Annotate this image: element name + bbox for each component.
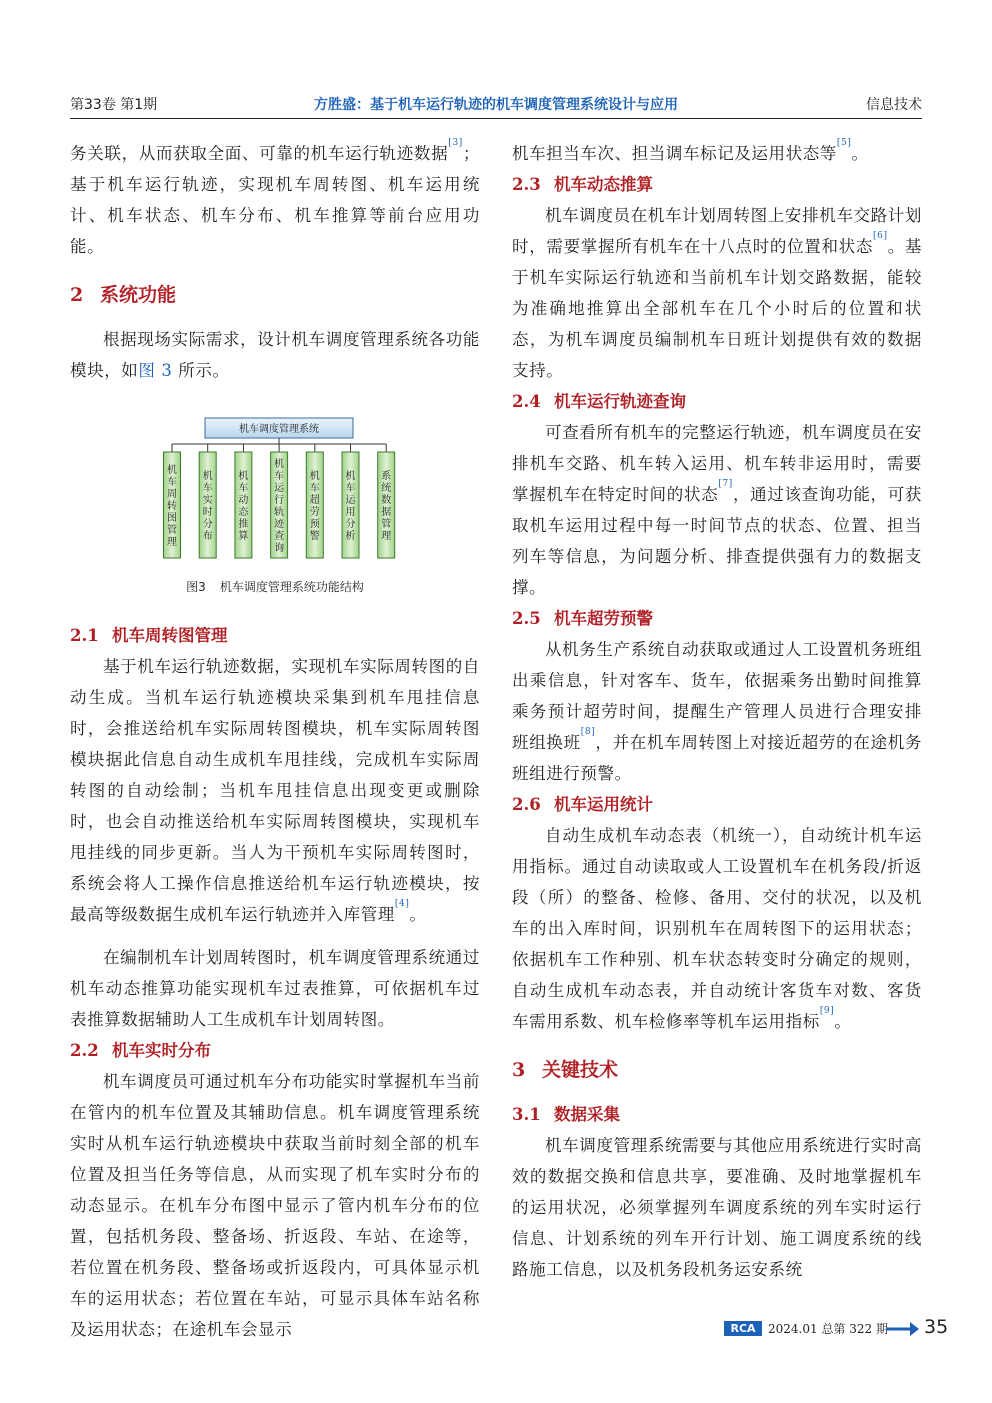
module-node-label-char: 机	[309, 471, 320, 482]
volume-issue: 第33卷 第1期	[70, 97, 158, 113]
module-node-label-char: 图	[167, 513, 177, 524]
module-node-label-char: 机	[202, 471, 213, 482]
module-node-label-char: 预	[309, 519, 320, 530]
right-column	[512, 138, 922, 1285]
function-structure-diagram	[70, 392, 480, 572]
module-node-label-char: 车	[345, 483, 356, 494]
citation[interactable]: [8]	[580, 727, 596, 737]
left-column	[70, 138, 480, 1345]
subsection-heading-3-1: 3.1 数据采集	[512, 1105, 620, 1124]
module-node-label-char: 询	[274, 543, 285, 554]
paragraph: 自动生成机车动态表（机统一），自动统计机车运用指标。通过自动读取或人工设置机车在机务段/折返段（所）的整备、检修、备用、交付的状况，以及机车的出入库时间，识别机车在周转图下的运用状态；依据机车工作种别、机车状态转变时分确定的规则，自动生成机车动态表，并自动统计客货车对数、客货车需用系数、机车检修率等机车运用指标[9]。	[512, 826, 922, 1031]
module-node-label-char: 布	[202, 531, 213, 542]
subsection-heading-2-4: 2.4 机车运行轨迹查询	[512, 392, 686, 411]
subsection-heading-2-5: 2.5 机车超劳预警	[512, 609, 653, 628]
module-node-label-char: 理	[381, 531, 392, 542]
module-node-label-char: 车	[274, 471, 285, 482]
module-node-label-char: 算	[238, 531, 249, 542]
module-node-label-char: 理	[167, 537, 177, 548]
page-number: 35	[924, 1316, 949, 1338]
module-node-label-char: 推	[238, 519, 249, 530]
running-header	[70, 92, 922, 118]
root-node-label: 机车调度管理系统	[239, 424, 319, 435]
module-node-label-char: 数	[381, 495, 392, 506]
module-node-label-char: 运	[345, 495, 356, 506]
module-node-label-char: 车	[202, 483, 213, 494]
module-node-label-char: 机	[345, 471, 356, 482]
module-node-label-char: 分	[202, 519, 213, 530]
module-node-label-char: 机	[238, 471, 249, 482]
module-node-label-char: 警	[309, 531, 320, 542]
subsection-heading-2-3: 2.3 机车动态推算	[512, 175, 653, 194]
module-node-label-char: 时	[202, 507, 213, 518]
figure-link[interactable]: 图 3	[138, 361, 173, 380]
module-node-label-char: 轨	[274, 507, 285, 518]
citation[interactable]: [6]	[873, 231, 888, 241]
module-node-label-char: 车	[167, 477, 177, 488]
module-node-label-char: 车	[309, 483, 320, 494]
issue-info: 2024.01 总第 322 期	[768, 1322, 888, 1336]
journal-badge: RCA	[724, 1321, 762, 1336]
module-node-label-char: 动	[238, 495, 249, 506]
paragraph: 从机务生产系统自动获取或通过人工设置机务班组出乘信息，针对客车、货车，依据乘务出勤时间推算乘务预计超劳时间，提醒生产管理人员进行合理安排班组换班[8]，并在机车周转图上对接近超劳的在途机务班组进行预警。	[512, 640, 922, 783]
paragraph: 在编制机车计划周转图时，机车调度管理系统通过机车动态推算功能实现机车过表推算，可依据机车过表推算数据辅助人工生成机车计划周转图。	[70, 948, 480, 1029]
module-node-label-char: 用	[345, 507, 356, 518]
module-node-label-char: 行	[274, 495, 285, 506]
module-node-label-char: 机	[167, 465, 177, 476]
module-node-label-char: 统	[381, 483, 392, 494]
module-node-label-char: 管	[381, 519, 392, 530]
figure-3	[70, 392, 480, 620]
module-node-label-char: 运	[274, 483, 285, 494]
module-node-label-char: 迹	[274, 519, 285, 530]
subsection-heading-2-6: 2.6 机车运用统计	[512, 795, 653, 814]
module-node-label-char: 查	[274, 531, 285, 542]
section-heading-2: 2 系统功能	[70, 284, 177, 306]
module-node-label-char: 据	[381, 507, 392, 518]
journal-section: 信息技术	[866, 97, 922, 113]
module-node-label-char: 分	[345, 519, 356, 530]
module-node-label-char: 超	[309, 495, 320, 506]
paragraph: 机车调度管理系统需要与其他应用系统进行实时高效的数据交换和信息共享，要准确、及时地掌握机车的运用状况，必须掌握列车调度系统的列车实时运行信息、计划系统的列车开行计划、施工调度系统的线路施工信息，以及机务段机务运安系统	[512, 1136, 922, 1279]
section-heading-3: 3 关键技术	[512, 1059, 619, 1081]
paragraph: 基于机车运行轨迹数据，实现机车实际周转图的自动生成。当机车运行轨迹模块采集到机车甩挂信息时，会推送给机车实际周转图模块，机车实际周转图模块据此信息自动生成机车甩挂线，完成机车实际周转图的自动绘制；当机车甩挂信息出现变更或删除时，也会自动推送给机车实际周转图模块，实现机车甩挂线的同步更新。当人为干预机车实际周转图时，系统会将人工操作信息推送给机车运行轨迹模块，按最高等级数据生成机车运行轨迹并入库管理[4]。	[70, 657, 480, 924]
paragraph: 务关联，从而获取全面、可靠的机车运行轨迹数据[3]；基于机车运行轨迹，实现机车周转图、机车运用统计、机车状态、机车分布、机车推算等前台应用功能。	[70, 138, 480, 256]
module-node-label-char: 管	[167, 525, 177, 536]
paragraph: 机车调度员在机车计划周转图上安排机车交路计划时，需要掌握所有机车在十八点时的位置和状态[6]。基于机车实际运行轨迹和当前机车计划交路数据，能较为准确地推算出全部机车在几个小时后的位置和状态，为机车调度员编制机车日班计划提供有效的数据支持。	[512, 206, 922, 380]
figure-caption: 图3 机车调度管理系统功能结构	[186, 580, 364, 594]
citation[interactable]: [5]	[836, 138, 852, 148]
citation[interactable]: [3]	[448, 138, 463, 148]
module-node-label-char: 实	[202, 495, 213, 506]
citation[interactable]: [7]	[718, 479, 733, 489]
module-nodes	[164, 444, 395, 558]
citation[interactable]: [9]	[819, 1006, 835, 1016]
paragraph: 可查看所有机车的完整运行轨迹，机车调度员在安排机车交路、机车转入运用、机车转非运用时，需要掌握机车在特定时间的状态[7]，通过该查询功能，可获取机车运用过程中每一时间节点的状态、位置、担当列车等信息，为问题分析、排查提供强有力的数据支撑。	[512, 423, 922, 597]
module-node-label-char: 系	[381, 471, 392, 482]
paragraph: 根据现场实际需求，设计机车调度管理系统各功能模块，如图 3 所示。	[70, 330, 480, 380]
article-running-title: 方胜盛：基于机车运行轨迹的机车调度管理系统设计与应用	[314, 97, 678, 113]
module-node-label-char: 析	[345, 531, 356, 542]
module-node-label-char: 转	[167, 501, 177, 512]
module-node-label-char: 车	[238, 483, 249, 494]
paragraph: 机车担当车次、担当调车标记及运用状态等[5]。	[512, 138, 869, 163]
citation[interactable]: [4]	[394, 899, 410, 909]
subsection-heading-2-2: 2.2 机车实时分布	[70, 1041, 211, 1060]
arrow-right-icon	[886, 1321, 920, 1337]
paragraph: 机车调度员可通过机车分布功能实时掌握机车当前在管内的机车位置及其辅助信息。机车调度管理系统实时从机车运行轨迹模块中获取当前时刻全部的机车位置及担当任务等信息，从而实现了机车实时分布的动态显示。在机车分布图中显示了管内机车分布的位置，包括机务段、整备场、折返段、车站、在途等，若位置在机务段、整备场或折返段内，可具体显示机车的运用状态；若位置在车站，可显示具体车站名称及运用状态；在途机车会显示	[70, 1072, 480, 1339]
module-node-label-char: 劳	[309, 507, 320, 518]
module-node-label-char: 态	[238, 507, 249, 518]
subsection-heading-2-1: 2.1 机车周转图管理	[70, 626, 228, 645]
module-node-label-char: 周	[167, 489, 177, 500]
header-rule	[70, 118, 922, 119]
module-node-label-char: 机	[274, 459, 285, 470]
